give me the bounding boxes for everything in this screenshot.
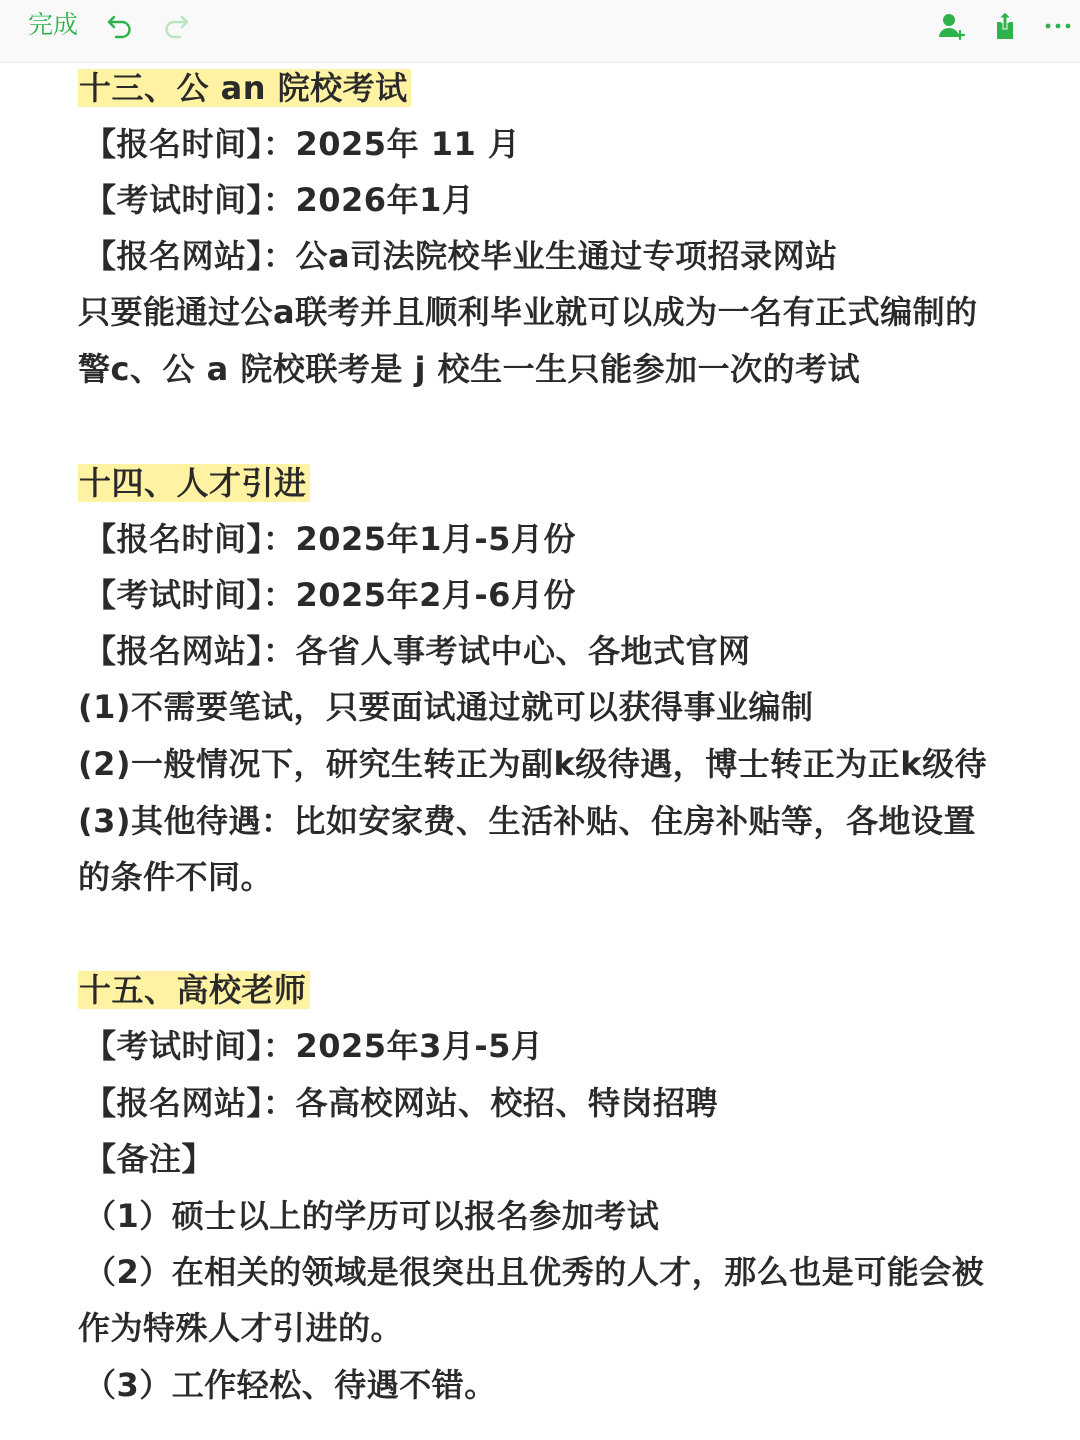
s15-item-2-line2: 作为特殊人才引进的。 <box>78 1309 404 1347</box>
s14-item-3-line2: 的条件不同。 <box>78 858 274 896</box>
more-icon[interactable] <box>1040 8 1076 44</box>
s15-item-3: （3）工作轻松、待遇不错。 <box>84 1366 497 1404</box>
note-content[interactable] <box>0 62 1080 1440</box>
s14-website: 【报名网站】：各省人事考试中心、各地式官网 <box>84 632 751 670</box>
s14-registration-time: 【报名时间】：2025年1月-5月份 <box>84 520 576 558</box>
s14-item-2: (2)一般情况下，研究生转正为副k级待遇，博士转正为正k级待 <box>78 745 988 783</box>
top-toolbar <box>0 0 1080 63</box>
s15-website: 【报名网站】：各高校网站、校招、特岗招聘 <box>84 1084 719 1122</box>
s15-item-1: （1）硕士以上的学历可以报名参加考试 <box>84 1197 660 1235</box>
s13-exam-time: 【考试时间】：2026年1月 <box>84 181 475 219</box>
section-14-heading: 十四、人才引进 <box>78 460 310 506</box>
s15-exam-time: 【考试时间】：2025年3月-5月 <box>84 1027 544 1065</box>
s13-registration-time: 【报名时间】：2025年 11 月 <box>84 125 521 163</box>
s13-paragraph-line2: 警c、公 a 院校联考是 j 校生一生只能参加一次的考试 <box>78 350 861 388</box>
s13-paragraph-line1: 只要能通过公a联考并且顺利毕业就可以成为一名有正式编制的 <box>78 293 978 331</box>
s15-item-2-line1: （2）在相关的领域是很突出且优秀的人才，那么也是可能会被 <box>84 1253 985 1291</box>
share-icon[interactable] <box>987 8 1023 44</box>
add-person-icon[interactable] <box>934 8 970 44</box>
section-13-heading: 十三、公 an 院校考试 <box>78 65 411 111</box>
redo-icon[interactable] <box>158 8 194 44</box>
s14-exam-time: 【考试时间】：2025年2月-6月份 <box>84 576 576 614</box>
s14-item-3-line1: (3)其他待遇：比如安家费、生活补贴、住房补贴等，各地设置 <box>78 802 977 840</box>
section-15-heading: 十五、高校老师 <box>78 967 310 1013</box>
s15-remark-label: 【备注】 <box>84 1140 215 1178</box>
undo-icon[interactable] <box>102 8 138 44</box>
s14-item-1: (1)不需要笔试，只要面试通过就可以获得事业编制 <box>78 688 814 726</box>
s13-website: 【报名网站】：公a司法院校毕业生通过专项招录网站 <box>84 237 838 275</box>
done-button[interactable]: 完成 <box>28 10 79 39</box>
